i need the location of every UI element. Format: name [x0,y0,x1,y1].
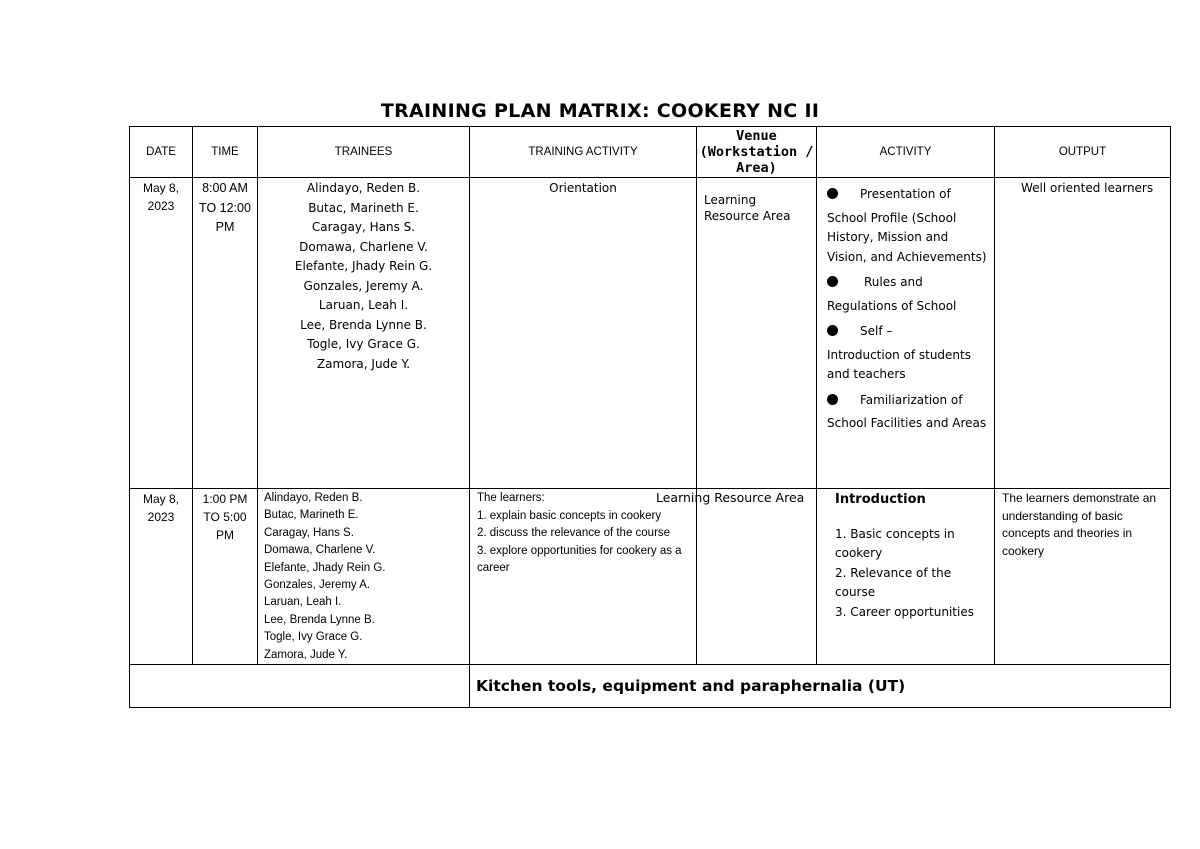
venue-text: Learning Resource Area [704,193,791,223]
output-cell [995,178,1171,489]
list-item: 2. Relevance of the course [835,565,952,599]
bullet-icon [827,276,838,287]
activity-rest: School Facilities and Areas [827,416,987,430]
venue-cell [656,489,817,665]
footer-topic: Kitchen tools, equipment and paraphernalia (UT) [470,665,1171,708]
training-activity-cell [470,178,697,489]
list-item: Laruan, Leah I. [318,298,409,312]
output-text: Well oriented learners [1021,181,1154,195]
training-activity-item: 3. explore opportunities for cookery as a career [477,544,682,574]
table-row [130,665,1171,708]
training-activity-item: 1. explain basic concepts in cookery [477,509,662,522]
trainees-cell [258,489,470,665]
list-item [821,185,990,267]
date-cell [130,489,193,665]
list-item: Zamora, Jude Y. [264,648,348,661]
activity-cell [817,489,995,665]
table-row [130,489,1171,665]
list-item: Alindayo, Reden B. [264,492,363,504]
date-text: May 8, 2023 [142,181,179,213]
table-row [130,178,1171,489]
page-title: TRAINING PLAN MATRIX: COOKERY NC II [380,100,820,122]
bullet-icon [827,188,838,199]
list-item: Gonzales, Jeremy A. [264,579,371,592]
list-item [821,273,990,316]
list-item: Togle, Ivy Grace G. [264,631,363,644]
list-item: Butac, Marineth E. [264,509,359,522]
list-item: Lee, Brenda Lynne B. [264,613,375,626]
time-cell [193,489,258,665]
list-item: 1. Basic concepts in cookery [835,526,955,560]
header-output: OUTPUT [995,127,1171,178]
training-matrix-table [129,126,1171,708]
time-text: 8:00 AM TO 12:00 PM [199,181,251,234]
activity-list [835,525,990,623]
activity-list [821,185,990,434]
list-item: 3. Career opportunities [835,604,974,619]
venue-text: Learning Resource Area [656,490,805,505]
header-date: DATE [130,127,193,178]
blank-cell [258,665,470,708]
list-item: Zamora, Jude Y. [316,356,411,371]
training-activity-item: 2. discuss the relevance of the course [477,527,671,539]
header-time: TIME [193,127,258,178]
activity-lead: Rules and [864,275,923,289]
activity-lead: Presentation of [860,187,951,201]
header-row [130,127,1171,178]
list-item [821,322,990,385]
bullet-icon [827,325,838,336]
activity-lead: Self – [860,324,893,338]
training-activity-text: Orientation [549,181,617,195]
training-activity-intro: The learners: [477,492,545,504]
list-item: Domawa, Charlene V. [299,239,428,254]
list-item: Togle, Ivy Grace G. [307,337,420,351]
header-venue: Venue (Workstation / Area) [697,127,817,178]
header-trainees: TRAINEES [258,127,470,178]
header-training-activity: TRAINING ACTIVITY [470,127,697,178]
activity-cell [817,178,995,489]
activity-heading: Introduction [835,492,926,507]
list-item: Gonzales, Jeremy A. [303,278,424,293]
date-cell [130,178,193,489]
list-item: Butac, Marineth E. [308,200,419,215]
output-cell [995,489,1171,665]
time-cell [193,178,258,489]
list-item: Domawa, Charlene V. [264,544,376,557]
list-item: Alindayo, Reden B. [306,181,421,195]
list-item: Lee, Brenda Lynne B. [300,317,427,332]
training-activity-cell [470,489,697,665]
activity-rest: Regulations of School [827,298,957,313]
bullet-icon [827,394,838,405]
activity-rest: School Profile (School History, Mission and Vision, and Achievements) [827,210,987,264]
venue-cell [697,178,817,489]
trainees-cell [258,178,470,489]
trainee-list [264,490,469,664]
time-text: 1:00 PM TO 5:00 PM [202,492,248,542]
output-text: The learners demonstrate an understanding of basic concepts and theories in cookery [1002,491,1157,558]
activity-rest: Introduction of students and teachers [827,347,971,381]
list-item: Laruan, Leah I. [264,596,342,609]
list-item [821,391,990,434]
list-item: Elefante, Jhady Rein G. [264,561,386,574]
trainee-list [258,179,469,374]
list-item: Caragay, Hans S. [264,526,354,539]
activity-lead: Familiarization of [860,392,963,407]
list-item: Caragay, Hans S. [311,220,416,234]
list-item: Elefante, Jhady Rein G. [294,259,433,273]
blank-cell [130,665,258,708]
date-text: May 8, 2023 [142,492,179,524]
header-activity: ACTIVITY [817,127,995,178]
